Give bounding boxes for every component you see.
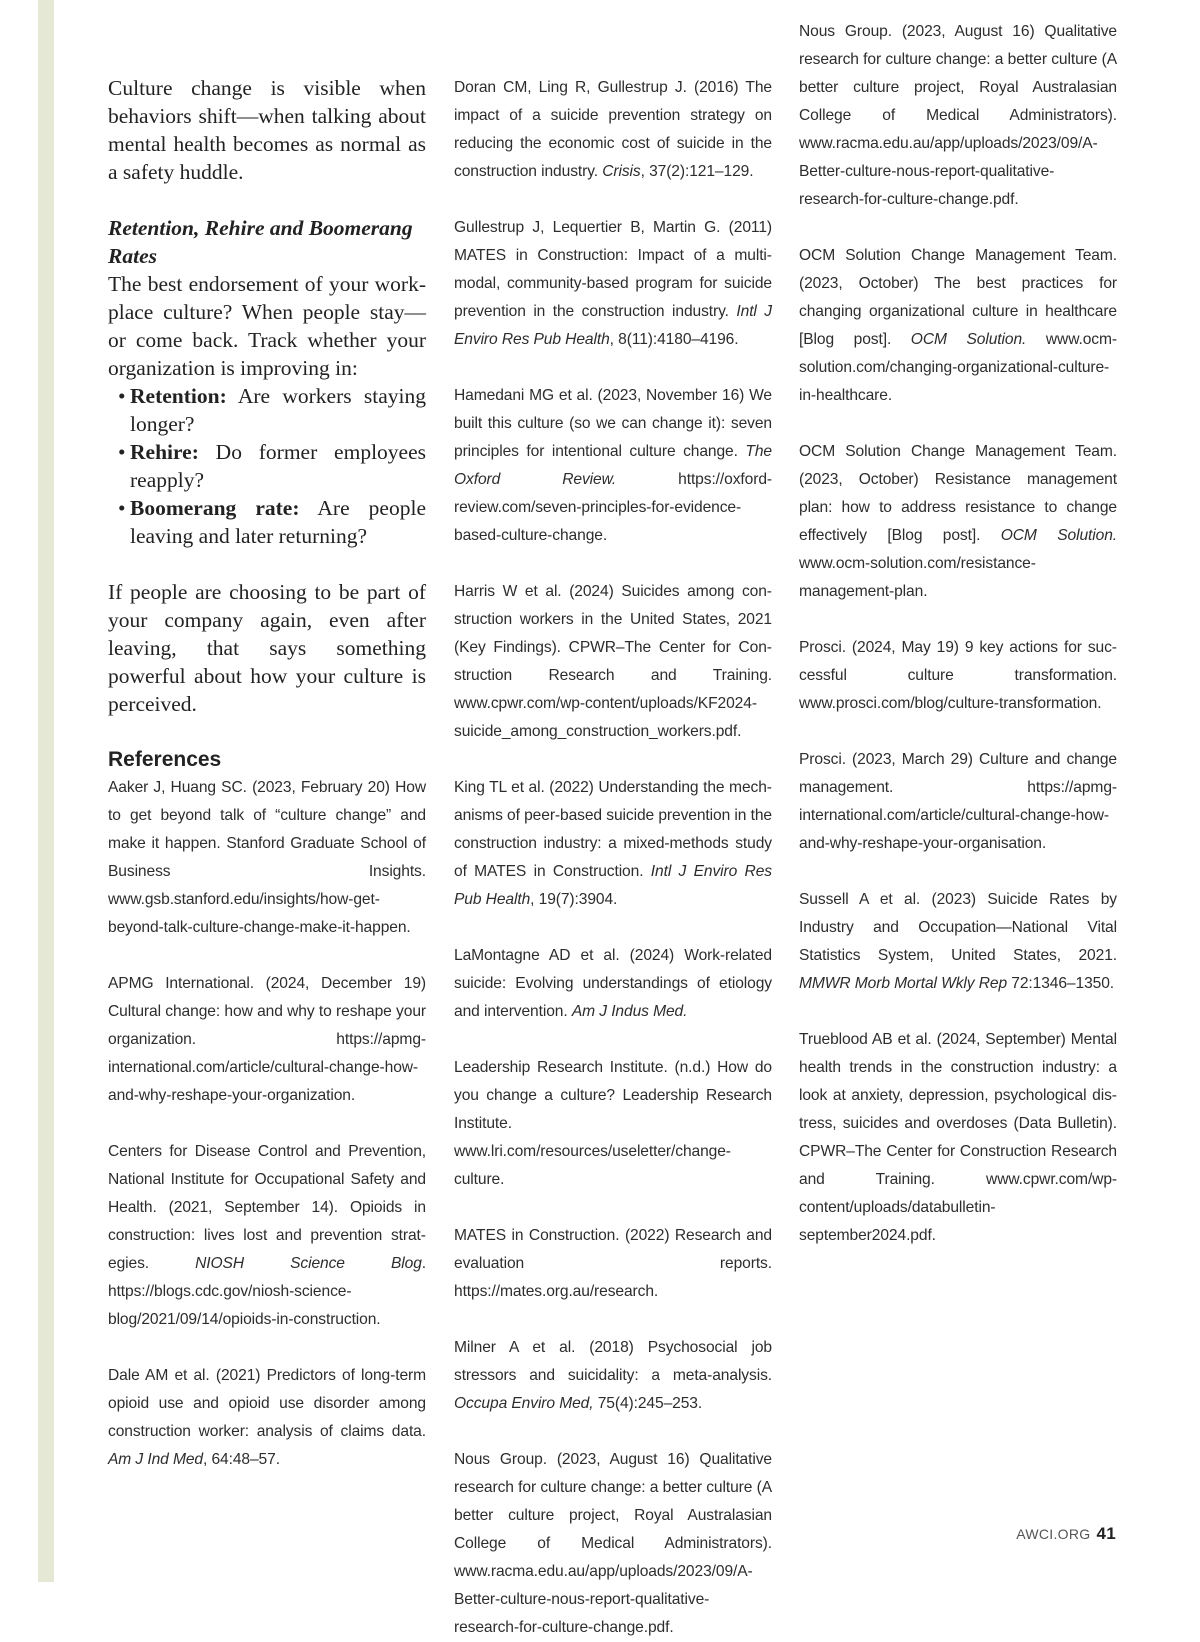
reference-item-continued: Nous Group. (2023, August 16) Qualitative research for culture change: a better culture (A better culture project, Royal Australasian College of Medical Administrators). www.racma.edu.au/app/uploads/2023/09/A-Better-culture-nous-report-qualitative-research-for-culture-change.pdf. [454, 1451, 772, 1636]
reference-item: Harris W et al. (2024) Suicides among construction workers in the United States, 2021 (Key Findings). CPWR–The Center for Construction Research and Training. www.cpwr.com/wp-content/uploads/KF2024-suicide_among_construction_workers.pdf. [454, 583, 772, 740]
section-paragraph: The best endorsement of your workplace culture? When people stay—or come back. Track whether your organization is improving in: [108, 272, 426, 380]
page-edge-strip [38, 0, 54, 1582]
list-item: • Boomerang rate: Are people leaving and later returning? [118, 496, 426, 548]
reference-item: Aaker J, Huang SC. (2023, February 20) How to get beyond talk of “culture change” and make it happen. Stanford Graduate School of Business Insights. www.gsb.stanford.edu/insights/how-get-beyond-talk-culture-change-make-it-happen. [108, 779, 426, 936]
references-heading: References [108, 748, 222, 771]
list-item: • Rehire: Do former employees reapply? [118, 440, 427, 492]
reference-item: Hamedani MG et al. (2023, November 16) We built this culture (so we can change it): seven principles for intentional culture change. The Oxford Review. https://oxford-review.com/seven-principles-for-evidence-based-culture-change. [454, 387, 772, 544]
section-heading: Retention, Rehire and Boomerang Rates [108, 216, 413, 268]
reference-item: Centers for Disease Control and Prevention, National Institute for Occupational Safety and Health. (2021, September 14). Opioids in construction: lives lost and prevention strategies. NIOSH Science Blog. https://blogs.cdc.gov/niosh-science-blog/2021/09/14/opioids-in-construction. [108, 1143, 426, 1328]
reference-item: OCM Solution Change Management Team. (2023, October) Resistance management plan: how to address resistance to change effectively [Blog post]. OCM Solution. www.ocm-solution.com/resistance-management-plan. [799, 443, 1117, 600]
reference-item: Doran CM, Ling R, Gullestrup J. (2016) The impact of a suicide prevention strategy on reducing the economic cost of suicide in the construction industry. Crisis, 37(2):121–129. [454, 79, 772, 180]
column-1 [108, 74, 426, 1502]
metrics-list [108, 382, 426, 550]
column-2 [454, 74, 772, 1636]
reference-item: Dale AM et al. (2021) Predictors of long-term opioid use and opioid use disorder among construction worker: analysis of claims data. Am J Ind Med, 64:48–57. [108, 1367, 426, 1468]
reference-item: Prosci. (2023, March 29) Culture and change management. https://apmg-international.com/article/cultural-change-how-and-why-reshape-your-organisation. [799, 751, 1117, 852]
culture-change-paragraph: Culture change is visible when behaviors shift—when talking about mental health becomes as normal as a safety huddle. [108, 76, 426, 184]
list-item: • Retention: Are workers staying longer? [118, 384, 426, 436]
reference-item: Milner A et al. (2018) Psychosocial job stressors and suicidality: a meta-analysis. Occupa Enviro Med, 75(4):245–253. [454, 1339, 772, 1412]
site-name: AWCI.ORG [1016, 1526, 1091, 1542]
reference-item: Prosci. (2024, May 19) 9 key actions for successful culture transformation. www.prosci.com/blog/culture-transformation. [799, 639, 1117, 712]
reference-item: LaMontagne AD et al. (2024) Work-related suicide: Evolving understandings of etiology and intervention. Am J Indus Med. [454, 947, 772, 1020]
reference-item: APMG International. (2024, December 19) Cultural change: how and why to reshape your organization. https://apmg-international.com/article/cultural-change-how-and-why-reshape-your-organization. [108, 975, 426, 1104]
reference-item: MATES in Construction. (2022) Research and evaluation reports. https://mates.org.au/research. [454, 1227, 772, 1300]
reference-item: OCM Solution Change Management Team. (2023, October) The best practices for changing organizational culture in healthcare [Blog post]. OCM Solution. www.ocm-solution.com/changing-organizational-culture-in-healthcare. [799, 247, 1117, 404]
column-3 [799, 23, 1117, 1278]
reference-item: Gullestrup J, Lequertier B, Martin G. (2011) MATES in Construction: Impact of a multimodal, community-based program for suicide prevention in the construction industry. Intl J Enviro Res Pub Health, 8(11):4180–4196. [454, 219, 772, 348]
reference-item: Trueblood AB et al. (2024, September) Mental health trends in the construction industry: a look at anxiety, depression, psychological distress, suicides and overdoses (Data Bulletin). CPWR–The Center for Construction Research and Training. www.cpwr.com/wp-content/uploads/databulletin-september2024.pdf. [799, 1031, 1117, 1244]
page-number: 41 [1096, 1524, 1116, 1543]
reference-item: Sussell A et al. (2023) Suicide Rates by Industry and Occupation—National Vital Statistics System, United States, 2021. MMWR Morb Mortal Wkly Rep 72:1346–1350. [799, 891, 1117, 992]
reference-item: King TL et al. (2022) Understanding the mechanisms of peer-based suicide prevention in the construction industry: a mixed-methods study of MATES in Construction. Intl J Enviro Res Pub Health, 19(7):3904. [454, 779, 772, 908]
reference-item-tail: Nous Group. (2023, August 16) Qualitative research for culture change: a better culture (A better culture project, Royal Australasian College of Medical Administrators). www.racma.edu.au/app/uploads/2023/09/A-Better-culture-nous-report-qualitative-research-for-culture-change.pdf. [799, 23, 1117, 208]
closing-paragraph: If people are choosing to be part of your company again, even after leaving, that says something powerful about how your culture is perceived. [108, 580, 426, 716]
page-footer [1016, 1524, 1116, 1544]
reference-item: Leadership Research Institute. (n.d.) How do you change a culture? Leadership Research Institute. www.lri.com/resources/useletter/change-culture. [454, 1059, 772, 1188]
reference-continuation [799, 23, 1117, 214]
